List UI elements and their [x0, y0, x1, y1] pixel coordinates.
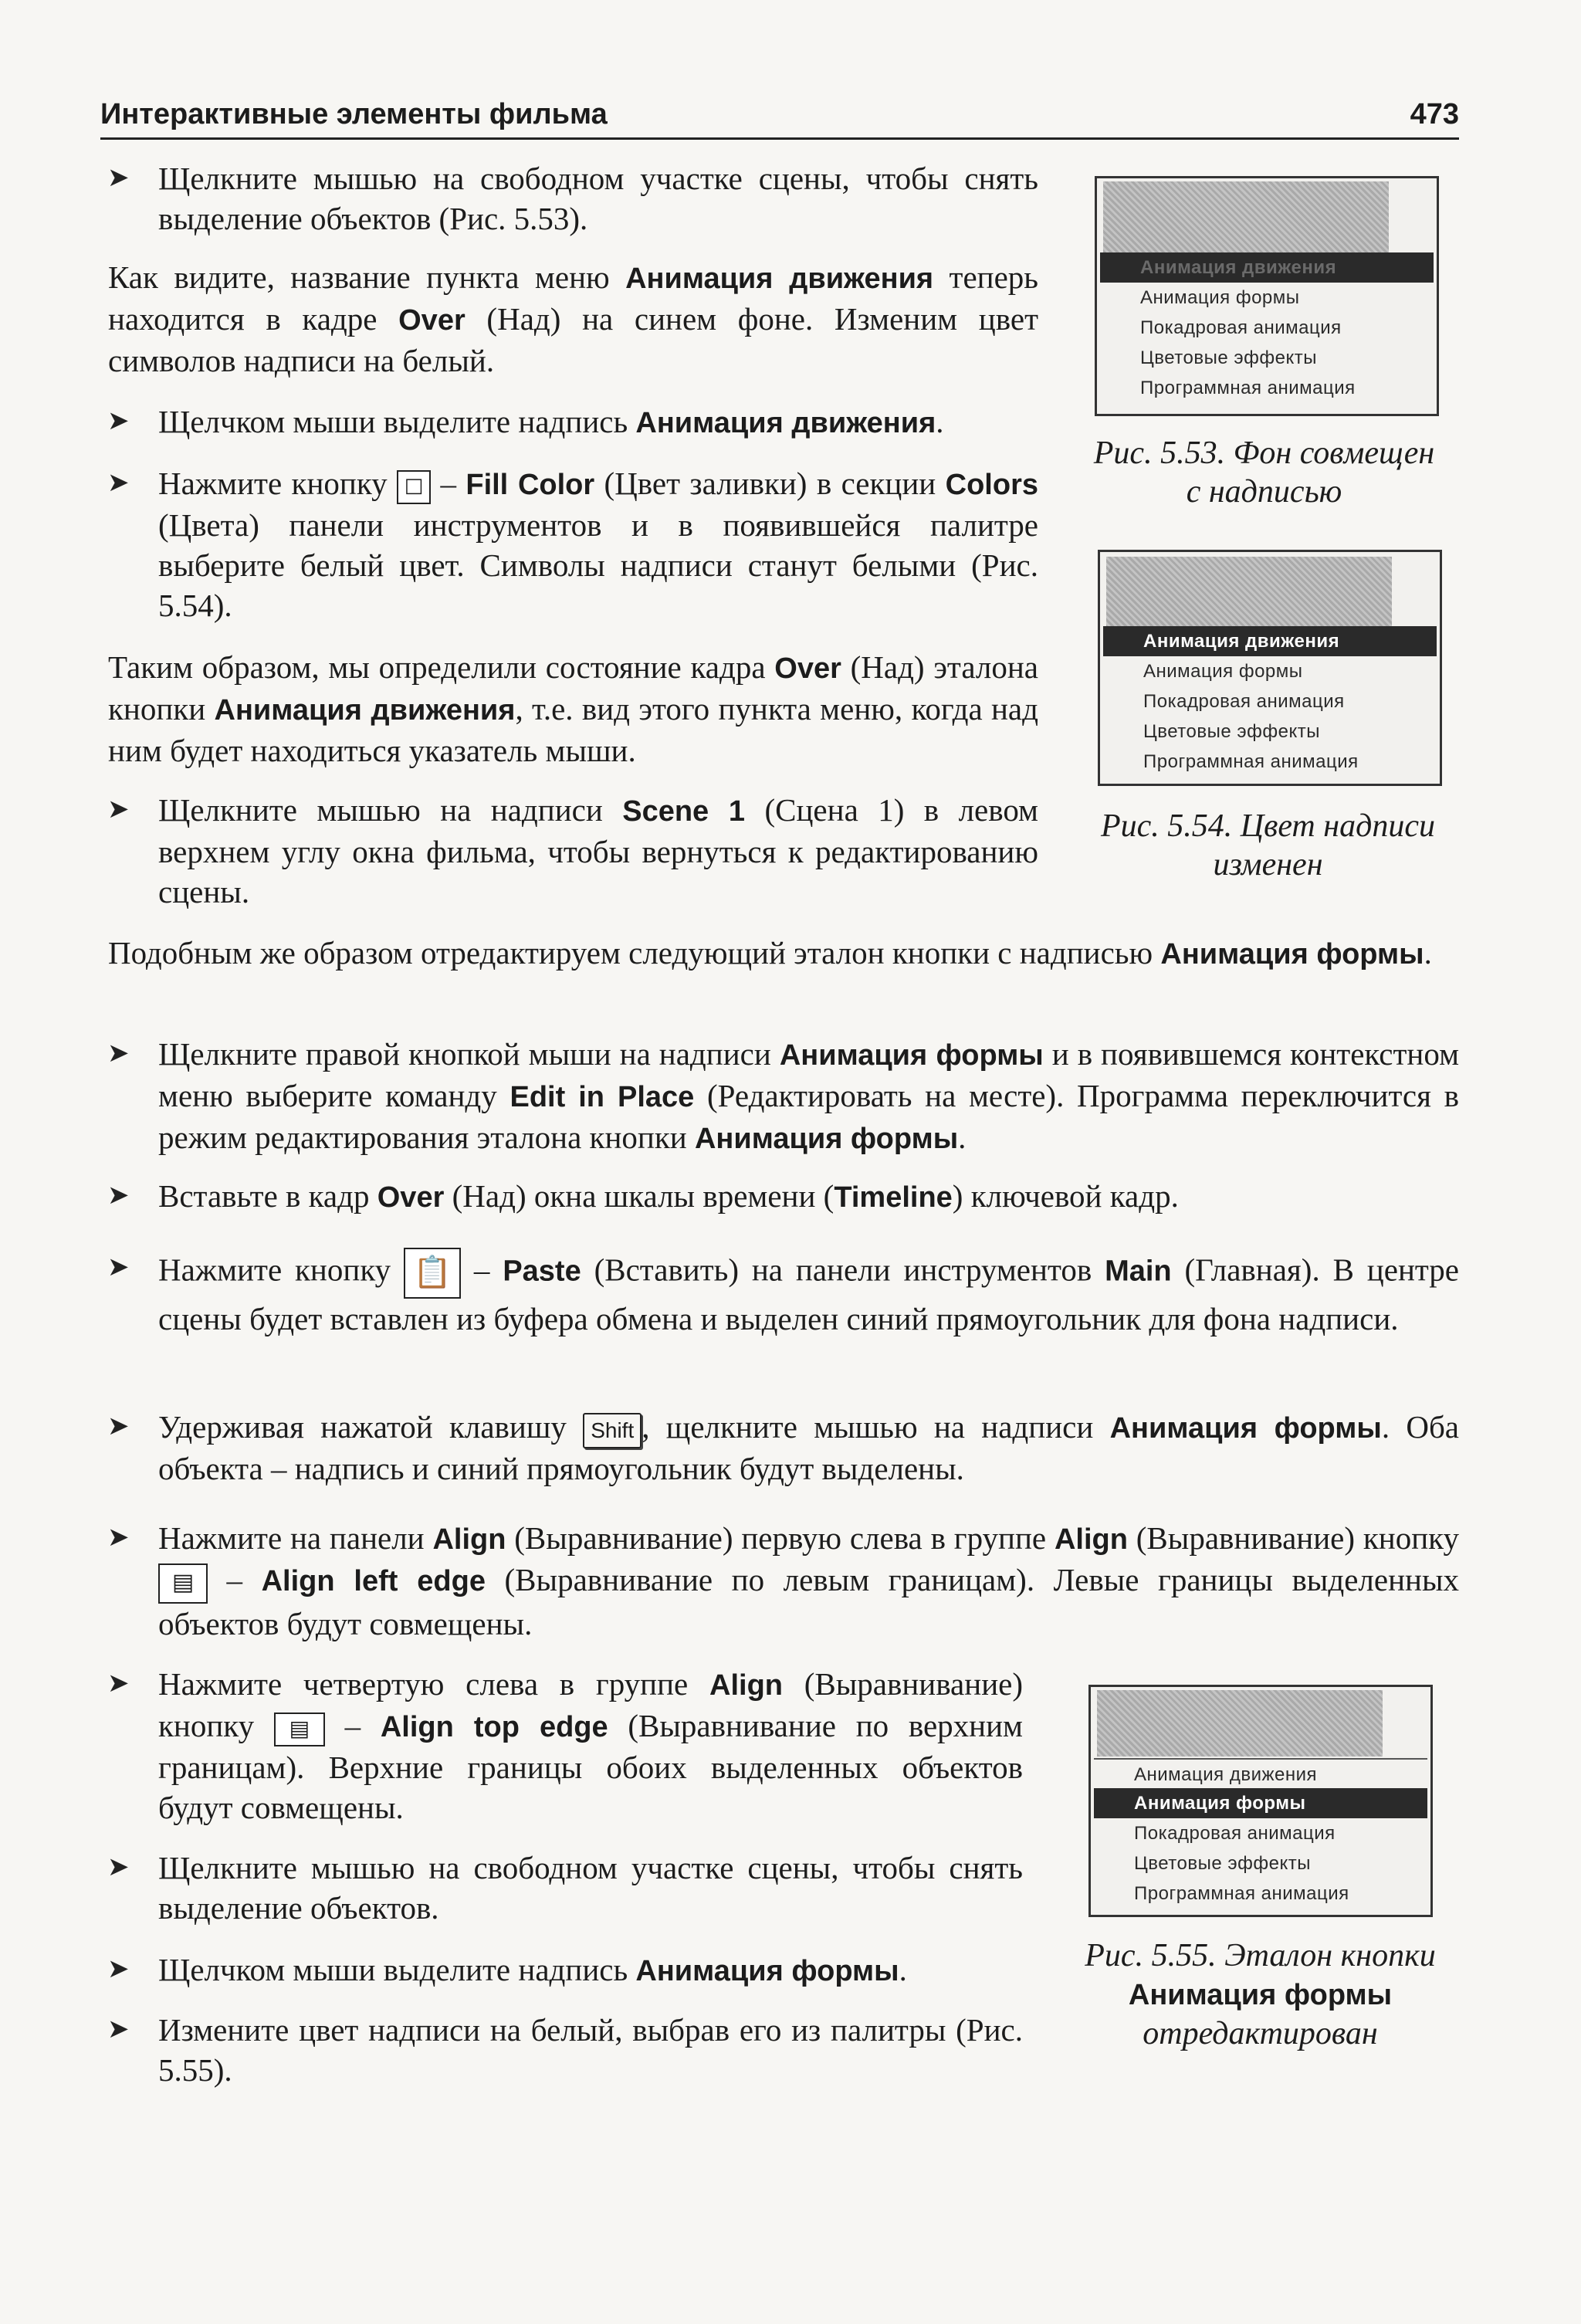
step-shift-select: ➤ Удерживая нажатой клавишу Shift , щелкните мышью на надписи Анимация формы. Оба объекта – надпись и синий прямоугольник будут выделены. — [158, 1407, 1459, 1489]
figure-5-54-menu — [1098, 550, 1442, 786]
fill-color-icon: □ — [397, 470, 431, 504]
term-shape-animation: Анимация формы — [635, 1955, 899, 1987]
term-shape-animation: Анимация формы — [779, 1039, 1044, 1072]
paste-icon: 📋 — [404, 1248, 461, 1299]
menu-item: Анимация движения — [1100, 252, 1434, 283]
chapter-title: Интерактивные элементы фильма — [100, 98, 608, 130]
step-scene-1: ➤ Щелкните мышью на надписи Scene 1 (Сцена 1) в левом верхнем углу окна фильма, чтобы вернуться к редактированию сцены. — [158, 790, 1038, 912]
step-paste: ➤ Нажмите кнопку 📋 – Paste (Вставить) на панели инструментов Main (Главная). В центре сцены будет вставлен из буфера обмена и выделен синий прямоугольник для фона надписи. — [158, 1248, 1459, 1339]
term-scene-1: Scene 1 — [622, 795, 746, 828]
term-fill-color: Fill Color — [465, 469, 595, 501]
menu-item: Программная анимация — [1140, 378, 1356, 398]
term-edit-in-place: Edit in Place — [510, 1081, 695, 1113]
term-motion-animation: Анимация движения — [214, 694, 516, 727]
term-motion-animation: Анимация движения — [635, 407, 936, 439]
step-fill-color: ➤ Нажмите кнопку □ – Fill Color (Цвет заливки) в секции Colors (Цвета) панели инструментов и в появившейся палитре выберите белый цвет. Символы надписи станут белыми (Рис. 5.54). — [158, 463, 1038, 625]
term-over: Over — [377, 1181, 445, 1214]
step-insert-keyframe: ➤ Вставьте в кадр Over (Над) окна шкалы времени (Timeline) ключевой кадр. — [158, 1176, 1459, 1218]
term-over: Over — [398, 304, 465, 337]
menu-item: Цветовые эффекты — [1140, 347, 1317, 368]
running-header — [100, 91, 1459, 140]
term-paste: Paste — [503, 1255, 581, 1288]
button-background-area — [1106, 557, 1392, 628]
term-over: Over — [774, 652, 841, 685]
step-deselect-1 — [158, 158, 1038, 239]
menu-item: Анимация движения — [1094, 1758, 1427, 1788]
button-background-area — [1103, 181, 1389, 252]
menu-item: Анимация движения — [1103, 626, 1437, 656]
term-shape-animation: Анимация формы — [1160, 938, 1424, 971]
paragraph-next-symbol: Подобным же образом отредактируем следующий эталон кнопки с надписью Анимация формы. — [108, 935, 1432, 971]
menu-item: Цветовые эффекты — [1143, 721, 1320, 742]
term-motion-animation: Анимация движения — [625, 263, 934, 295]
button-background-area — [1097, 1690, 1383, 1757]
figure-5-53-caption: Рис. 5.53. Фон совмещен с надписью — [1093, 435, 1435, 510]
figure-5-53-menu — [1095, 176, 1439, 416]
menu-item: Покадровая анимация — [1140, 317, 1342, 338]
figure-5-55-menu — [1088, 1685, 1433, 1917]
term-align: Align — [432, 1523, 506, 1556]
term-align-top-edge: Align top edge — [380, 1711, 608, 1743]
term-shape-animation: Анимация формы — [1128, 1979, 1393, 2011]
shift-key-icon: Shift — [583, 1413, 642, 1448]
paragraph-over-frame: Как видите, название пункта меню Анимация движения теперь находится в кадре Over (Над) на синем фоне. Изменим цвет символов надписи на белый. — [108, 259, 1039, 378]
step-align-top: ➤ Нажмите четвертую слева в группе Align (Выравнивание) кнопку ▤ – Align top edge (Выравнивание по верхним границам). Верхние границы обоих выделенных объектов будут совмещены. — [158, 1664, 1023, 1828]
menu-item: Программная анимация — [1134, 1883, 1349, 1904]
term-shape-animation: Анимация формы — [694, 1123, 959, 1155]
menu-item: Программная анимация — [1143, 751, 1359, 772]
term-main: Main — [1105, 1255, 1172, 1288]
step-select-shape-label: ➤ Щелчком мыши выделите надпись Анимация формы. — [158, 1950, 1023, 1991]
menu-item: Анимация формы — [1143, 661, 1303, 682]
paragraph-over-state: Таким образом, мы определили состояние кадра Over (Над) эталона кнопки Анимация движения, т.е. вид этого пункта меню, когда над ним будет находиться указатель мыши. — [108, 649, 1038, 768]
menu-item: Анимация формы — [1094, 1788, 1427, 1818]
figure-5-55-caption: Рис. 5.55. Эталон кнопки Анимация формы отредактирован — [1085, 1938, 1436, 2051]
menu-item: Покадровая анимация — [1134, 1823, 1336, 1844]
term-timeline: Timeline — [834, 1181, 953, 1214]
step-deselect-2: ➤ Щелкните мышью на свободном участке сцены, чтобы снять выделение объектов. — [158, 1848, 1023, 1928]
term-align-left-edge: Align left edge — [261, 1565, 486, 1597]
menu-item: Покадровая анимация — [1143, 691, 1345, 712]
term-align: Align — [709, 1669, 783, 1702]
figure-5-54-caption: Рис. 5.54. Цвет надписи изменен — [1100, 808, 1435, 883]
step-change-color: ➤ Измените цвет надписи на белый, выбрав его из палитры (Рис. 5.55). — [158, 2010, 1023, 2090]
align-top-edge-icon: ▤ — [274, 1713, 325, 1746]
page-number: 473 — [1410, 98, 1459, 130]
step-text: Щелкните мышью на свободном участке сцены, чтобы снять выделение объектов (Рис. 5.53). — [158, 161, 1038, 236]
step-align-left: ➤ Нажмите на панели Align (Выравнивание) первую слева в группе Align (Выравнивание) кнопку ▤ – Align left edge (Выравнивание по левым границам). Левые границы выделенных объектов будут совмещены. — [158, 1518, 1459, 1644]
term-align: Align — [1054, 1523, 1128, 1556]
menu-item: Цветовые эффекты — [1134, 1853, 1311, 1874]
menu-item: Анимация формы — [1140, 287, 1300, 308]
align-left-edge-icon: ▤ — [158, 1563, 208, 1604]
step-edit-in-place: ➤ Щелкните правой кнопкой мыши на надписи Анимация формы и в появившемся контекстном меню выберите команду Edit in Place (Редактировать на месте). Программа переключится в режим редактирования эталона кнопки Анимация формы. — [158, 1034, 1459, 1159]
term-colors: Colors — [945, 469, 1038, 501]
step-select-label: ➤ Щелчком мыши выделите надпись Анимация движения. — [158, 401, 1038, 443]
term-shape-animation: Анимация формы — [1109, 1412, 1382, 1445]
